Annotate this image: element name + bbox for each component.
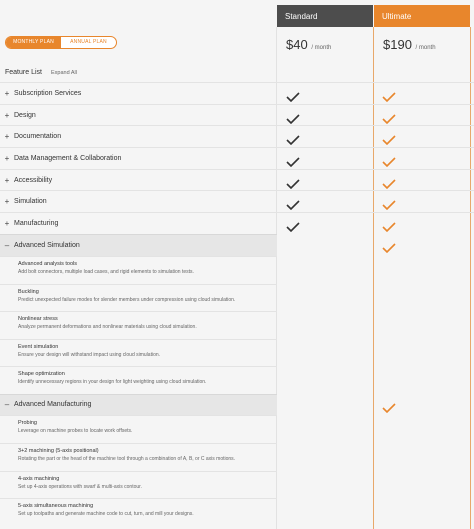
expand-all-link[interactable]: Expand All <box>51 70 77 76</box>
sub-feature <box>0 443 277 471</box>
sub-feature <box>0 366 277 394</box>
feature-label: Design <box>14 111 36 119</box>
sub-feature-title: Advanced analysis tools <box>18 260 78 267</box>
feature-rows <box>0 82 474 525</box>
sub-feature-title: Probing <box>18 420 37 427</box>
check-icon <box>286 89 300 99</box>
feature-label: Advanced Simulation <box>14 241 80 249</box>
check-icon <box>286 154 300 164</box>
feature-row-simulation[interactable] <box>0 190 474 212</box>
check-icon <box>286 111 300 121</box>
sub-feature-desc: Analyze permanent deformations and nonlinear materials using cloud simulation. <box>18 323 197 330</box>
check-icon <box>382 89 396 99</box>
minus-icon: – <box>4 240 10 250</box>
feature-label: Documentation <box>14 133 62 141</box>
check-icon <box>382 154 396 164</box>
monthly-plan-toggle[interactable]: MONTHLY PLAN <box>6 37 61 48</box>
sub-feature-desc: Identify unnecessary regions in your design for light weighting using cloud simulation. <box>18 378 207 385</box>
check-icon <box>382 132 396 142</box>
plus-icon: + <box>4 132 10 142</box>
sub-feature-title: Buckling <box>18 288 39 295</box>
advanced-manufacturing-section <box>0 394 474 526</box>
sub-feature <box>0 256 277 284</box>
feature-label: Subscription Services <box>14 89 82 97</box>
feature-row-manufacturing[interactable] <box>0 212 474 234</box>
check-icon <box>382 219 396 229</box>
sub-feature-desc: Rotating the part or the head of the machine tool through a combination of A, B, or C axis motions. <box>18 456 236 463</box>
plus-icon: + <box>4 197 10 207</box>
feature-label: Accessibility <box>14 176 53 184</box>
check-icon <box>382 197 396 207</box>
plan-toggle <box>5 36 117 49</box>
sub-feature-title: 4-axis machining <box>18 476 60 483</box>
sub-feature <box>0 284 277 311</box>
minus-icon: – <box>4 400 10 410</box>
sub-feature-title: Nonlinear stress <box>18 315 58 322</box>
plus-icon: + <box>4 88 10 98</box>
feature-row-data-management[interactable] <box>0 147 474 169</box>
check-icon <box>382 111 396 121</box>
sub-feature <box>0 339 277 366</box>
plus-icon: + <box>4 218 10 228</box>
sub-feature-title: 3+2 machining (5-axis positional) <box>18 448 99 455</box>
sub-feature-desc: Add bolt connectors, multiple load cases, and rigid elements to simulation tests. <box>18 268 194 275</box>
standard-price <box>286 37 331 52</box>
sub-feature-title: 5-axis simultaneous machining <box>18 503 94 510</box>
feature-row-advanced-manufacturing[interactable] <box>0 394 277 416</box>
ultimate-price-period: / month <box>415 45 436 51</box>
check-icon <box>382 400 396 410</box>
annual-plan-toggle[interactable]: ANNUAL PLAN <box>70 39 107 45</box>
sub-feature-desc: Set up 4-axis operations with swarf & multi-axis contour. <box>18 484 142 491</box>
feature-label: Advanced Manufacturing <box>14 401 92 409</box>
check-icon <box>382 176 396 186</box>
feature-row-subscription-services[interactable] <box>0 82 474 104</box>
check-icon <box>286 197 300 207</box>
check-icon <box>286 219 300 229</box>
sub-feature-desc: Set up toolpaths and generate machine code to cut, turn, and mill your designs. <box>18 511 194 518</box>
check-icon <box>286 132 300 142</box>
ultimate-price <box>383 37 436 52</box>
sub-feature <box>0 498 277 525</box>
sub-feature-title: Shape optimization <box>18 370 65 377</box>
advanced-simulation-section <box>0 234 474 394</box>
sub-feature-desc: Ensure your design will withstand impact using cloud simulation. <box>18 351 161 358</box>
feature-list-title: Feature List <box>5 69 42 76</box>
sub-feature-desc: Leverage on machine probes to locate work offsets. <box>18 428 133 435</box>
check-icon <box>382 240 396 250</box>
feature-row-design[interactable] <box>0 104 474 126</box>
sub-feature <box>0 311 277 339</box>
ultimate-price-amount: $190 <box>383 37 412 52</box>
check-icon <box>286 176 300 186</box>
sub-feature-title: Event simulation <box>18 343 59 350</box>
sub-feature-desc: Predict unexpected failure modes for slender members under compression using cloud simulation. <box>18 296 236 303</box>
sub-feature <box>0 415 277 443</box>
standard-price-amount: $40 <box>286 37 308 52</box>
feature-label: Manufacturing <box>14 219 59 227</box>
sub-feature <box>0 471 277 498</box>
plus-icon: + <box>4 110 10 120</box>
feature-row-advanced-simulation[interactable] <box>0 234 277 256</box>
plus-icon: + <box>4 153 10 163</box>
standard-plan-header: Standard <box>277 5 373 27</box>
feature-row-documentation[interactable] <box>0 125 474 147</box>
feature-row-accessibility[interactable] <box>0 169 474 191</box>
feature-label: Simulation <box>14 198 47 206</box>
standard-price-period: / month <box>311 45 332 51</box>
ultimate-plan-header: Ultimate <box>374 5 470 27</box>
feature-label: Data Management & Collaboration <box>14 154 122 162</box>
plus-icon: + <box>4 175 10 185</box>
